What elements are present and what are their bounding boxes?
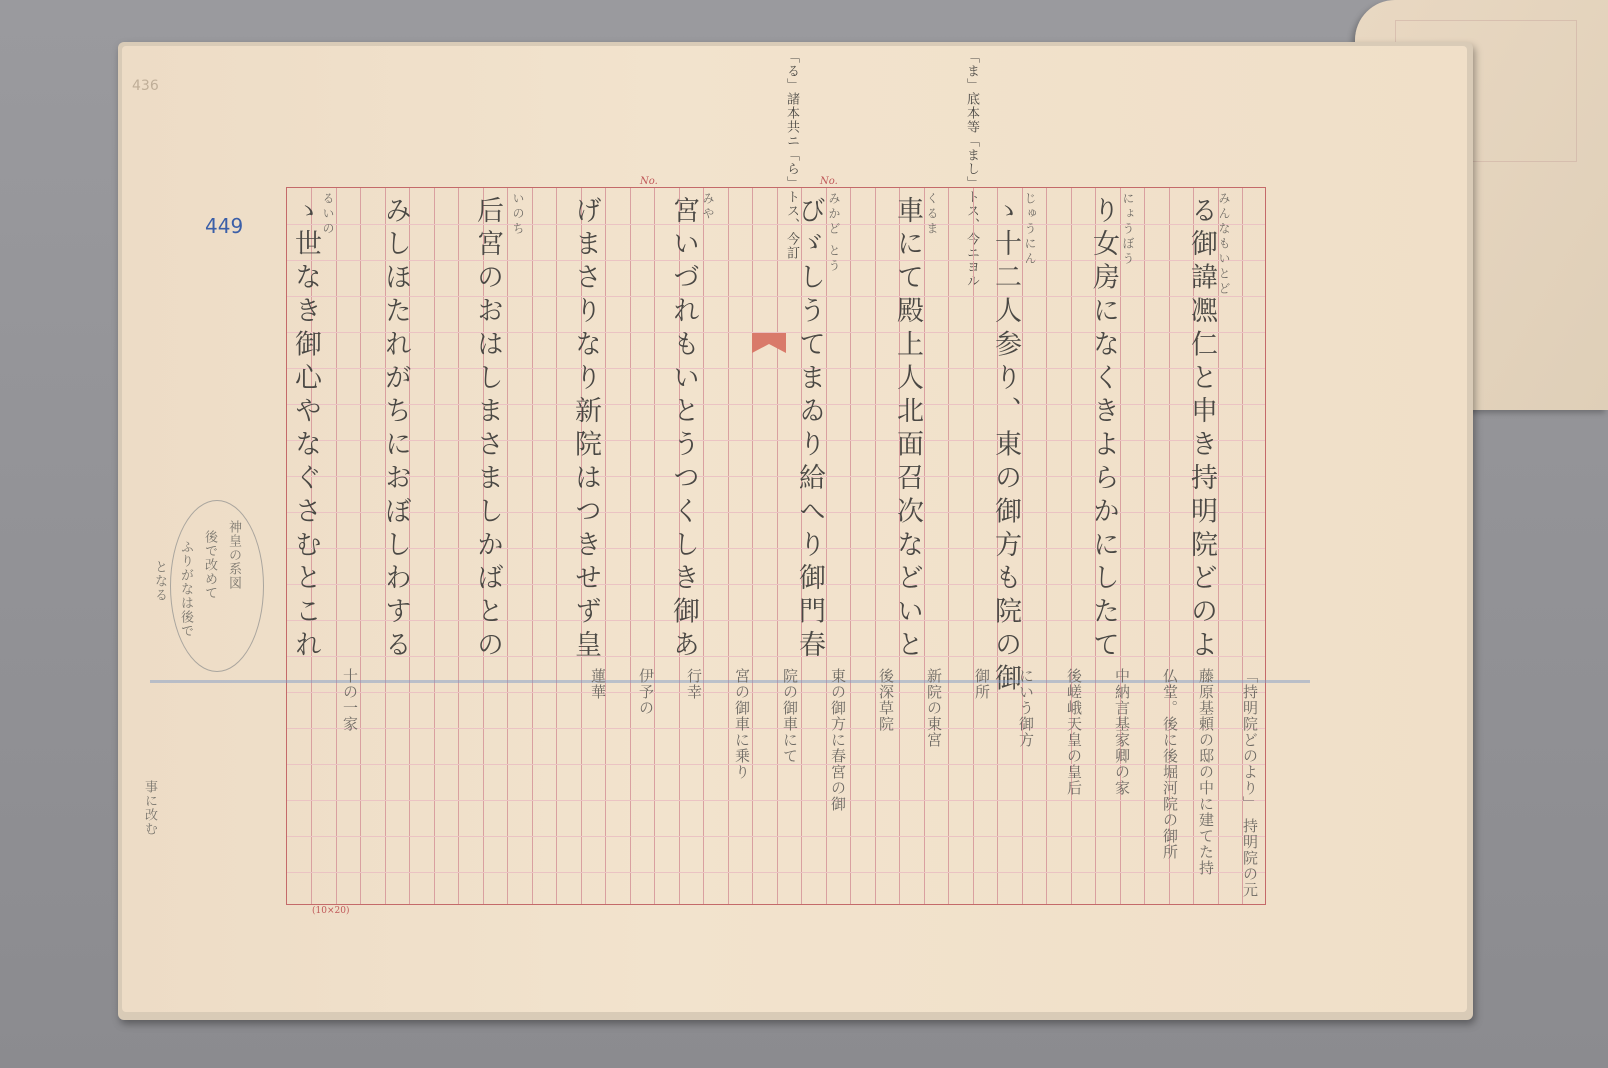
furigana-gloss: るいの [321, 192, 335, 237]
grid-size-label: (10×20) [312, 906, 350, 916]
furigana-gloss: くるま [925, 192, 939, 237]
annotation-column: 東の御方に春宮の御 [829, 668, 847, 812]
main-text-column: り女房になくきよらかにしたて [1088, 196, 1119, 664]
annotation-column: 宮の御車に乗り [733, 668, 751, 780]
main-text-column: 車にて殿上人北面召次などいと [892, 196, 923, 664]
annotation-column: 仏堂。後に後堀河院の御所 [1161, 668, 1179, 860]
no-label: No. [820, 176, 838, 187]
main-text-column: 宮いづれもいとうつくしき御あ [668, 196, 699, 664]
annotation-column: 院の御車にて [781, 668, 799, 764]
furigana-gloss: にょうぼう [1121, 192, 1135, 267]
furigana-gloss: いのち [511, 192, 525, 237]
header-note-1: 「ま」底本等「まし」トス、今ニヨル [964, 50, 979, 288]
annotation-column: 十の一家 [341, 668, 359, 732]
main-text-column: 后宮のおはしまさましかばとの [472, 196, 503, 664]
annotation-column: 後深草院 [877, 668, 895, 732]
faint-page-number: 436 [132, 78, 159, 94]
annotation-column: にいう御方 [1017, 668, 1035, 748]
margin-note: 神皇の系図 [226, 520, 241, 590]
main-text-column: びゞしうてまゐり給へり御門春 [794, 196, 825, 664]
annotation-column: 新院の東宮 [925, 668, 943, 748]
furigana-gloss: みんなもいとど [1217, 192, 1231, 297]
no-label: No. [640, 176, 658, 187]
margin-note: 事に改む [142, 780, 157, 836]
annotation-column: 御所 [973, 668, 991, 700]
furigana-gloss: じゅうにん [1023, 192, 1037, 267]
furigana-gloss: みかど とう [827, 192, 841, 274]
page-number: 449 [205, 214, 244, 238]
annotation-column: 藤原基頼の邸の中に建てた持 [1197, 668, 1215, 876]
main-text-column: ゝ世なき御心やなぐさむとこれ [290, 196, 321, 664]
margin-note: となる [152, 560, 167, 602]
annotation-column: 蓮華 [589, 668, 607, 700]
blue-pencil-rule [150, 680, 1310, 683]
header-note-2: 「る」諸本共ニ「ら」トス、今訂 [784, 50, 799, 260]
main-text-column: る御諱凞仁と申き持明院どのよ [1186, 196, 1217, 664]
annotation-column: 中納言基家卿の家 [1113, 668, 1131, 796]
annotation-column: 後嵯峨天皇の皇后 [1065, 668, 1083, 796]
main-text-column: げまさりなり新院はつきせず皇 [570, 196, 601, 664]
margin-note: ふりがなは後で [178, 540, 193, 638]
annotation-column: 「持明院どのより」 持明院の元 [1241, 668, 1259, 898]
margin-note: 後で改めて [202, 530, 217, 600]
main-text-column: ゝ十二人参り、東の御方も院の御 [990, 196, 1021, 697]
main-text-column: みしほたれがちにおぼしわする [380, 196, 411, 664]
annotation-column: 伊予の [637, 668, 655, 716]
furigana-gloss: みや [701, 192, 715, 222]
annotation-column: 行幸 [685, 668, 703, 700]
